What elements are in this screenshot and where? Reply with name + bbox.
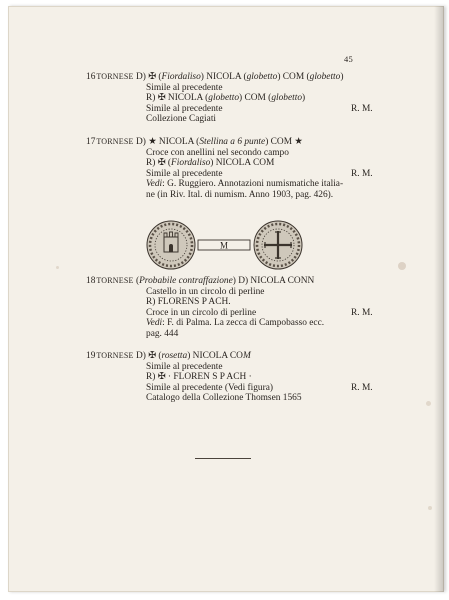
entry-line: Simile al precedente (146, 82, 223, 93)
entry-line: Simile al precedente (146, 168, 223, 179)
entry-line: Castello in un circolo di perline (146, 286, 265, 297)
entry-line: R) ✠ (Fiordaliso) NICOLA COM (146, 158, 275, 169)
entry-line: Collezione Cagiati (146, 114, 217, 125)
entry-line: D) ✠ (Fiordaliso) NICOLA (globetto) COM (globetto) (135, 72, 344, 82)
entry-line: ne (in Riv. Ital. di numism. Anno 1903, pag. 426). (146, 189, 334, 200)
entry-18 (86, 276, 373, 340)
rarity: R. M. (351, 307, 373, 318)
entry-line: Simile al precedente (146, 103, 223, 114)
italic-text: globetto (246, 72, 278, 82)
closing-rule (195, 458, 251, 459)
italic-text: Vedi (146, 318, 163, 329)
book-page (8, 6, 444, 592)
entry-line: R) FLORENS P ACH. (146, 297, 231, 308)
entry-number: 16 (86, 72, 96, 82)
coin-reverse (254, 221, 302, 269)
foxing-spot (428, 506, 432, 510)
entry-line: Croce con anellini nel secondo campo (146, 147, 289, 158)
rarity: R. M. (351, 382, 373, 393)
entry-line: Catalogo della Collezione Thomsen 1565 (146, 393, 302, 404)
rarity: R. M. (351, 103, 373, 114)
entry-label: TORNESE (96, 72, 134, 81)
entry-line: Vedi: G. Ruggiero. Annotazioni numismatiche italia- (146, 179, 344, 190)
foxing-spot (56, 266, 59, 269)
page-number: 45 (344, 54, 354, 64)
entry-line: Vedi: F. di Palma. La zecca di Campobasso ecc. (146, 318, 325, 329)
entry-number: 17 (86, 137, 96, 147)
page-edge-shadow (434, 6, 444, 592)
italic-text: Fiordaliso (171, 158, 211, 169)
italic-text: rosetta (161, 351, 188, 361)
entry-16 (86, 72, 373, 125)
entry-line: Croce in un circolo di perline (146, 307, 257, 318)
rarity: R. M. (351, 168, 373, 179)
entry-number: 19 (86, 351, 96, 361)
entry-line: Simile al precedente (146, 361, 223, 372)
italic-text: Fiordaliso (161, 72, 201, 82)
entry-line: D) ✠ (rosetta) NICOLA COM (135, 351, 251, 361)
foxing-spot (398, 262, 406, 270)
entry-line: R) ✠ · FLOREN S P ACH · (146, 372, 252, 383)
italic-text: Vedi (146, 179, 163, 190)
entry-line: R) ✠ NICOLA (globetto) COM (globetto) (146, 93, 306, 104)
coin-obverse (147, 221, 195, 269)
entry-17 (86, 137, 373, 201)
italic-text: globetto (309, 72, 341, 82)
entry-label: TORNESE (96, 276, 134, 285)
italic-text: Stellina a 6 punte (199, 137, 266, 147)
figure-label: M (219, 240, 229, 251)
coin-figure (145, 219, 305, 271)
italic-text: M (242, 351, 251, 361)
entry-line: (Probabile contraffazione) D) NICOLA CONN (135, 276, 315, 286)
entry-line: pag. 444 (146, 328, 179, 339)
entry-line: Simile al precedente (Vedi figura) (146, 382, 274, 393)
italic-text: Probabile contraffazione (139, 276, 233, 286)
foxing-spot (426, 401, 431, 406)
entry-19 (86, 351, 373, 404)
italic-text: globetto (271, 93, 303, 104)
entry-label: TORNESE (96, 137, 134, 146)
italic-text: globetto (208, 93, 240, 104)
entry-label: TORNESE (96, 351, 134, 360)
entry-number: 18 (86, 276, 96, 286)
entry-line: D) ★ NICOLA (Stellina a 6 punte) COM ★ (135, 137, 303, 147)
